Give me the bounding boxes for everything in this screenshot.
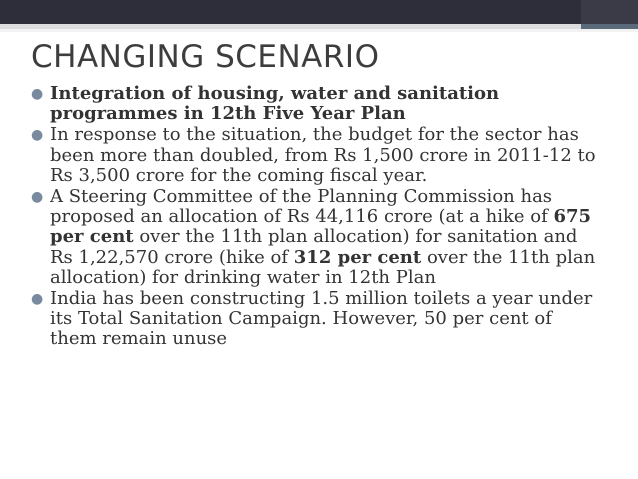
bullet-item [28, 187, 598, 288]
bullet-item [28, 84, 598, 124]
bullet-item [28, 125, 598, 186]
bullet-list [28, 84, 598, 351]
bullet-text: over the 11th plan allocation) for sanitation and Rs 1,22,570 crore (hike of [50, 226, 578, 268]
bullet-text: over the 11th plan allocation) for drinking water in 12th Plan [50, 246, 596, 288]
bullet-text: India has been constructing 1.5 million toilets a year under its Total Sanitation Campaign. However, 50 per cent of them remain unuse [50, 288, 593, 350]
bullet-text: Integration of housing, water and sanitation programmes in 12th Five Year Plan [50, 83, 500, 125]
bullet-emphasis: 675 per cent [50, 206, 592, 248]
corner-tab [581, 0, 638, 24]
bullet-dot-icon: ● [31, 189, 44, 206]
header-stripe-accent [0, 29, 638, 32]
bullet-emphasis: 312 per cent [293, 246, 422, 268]
corner-tab-stripe [581, 24, 638, 29]
slide-title: CHANGING SCENARIO [31, 39, 380, 75]
bullet-dot-icon: ● [31, 86, 44, 102]
bullet-item [28, 289, 598, 350]
bullet-dot-icon: ● [31, 127, 44, 144]
bullet-dot-icon: ● [31, 291, 44, 308]
header-bar [0, 0, 638, 24]
bullet-text: In response to the situation, the budget for the sector has been more than doubled, from Rs 1,500 crore in 2011-12 to Rs 3,500 crore for the coming fiscal year. [50, 124, 596, 186]
bullet-text: A Steering Committee of the Planning Commission has proposed an allocation of Rs 44,116 crore (at a hike of [50, 186, 554, 228]
